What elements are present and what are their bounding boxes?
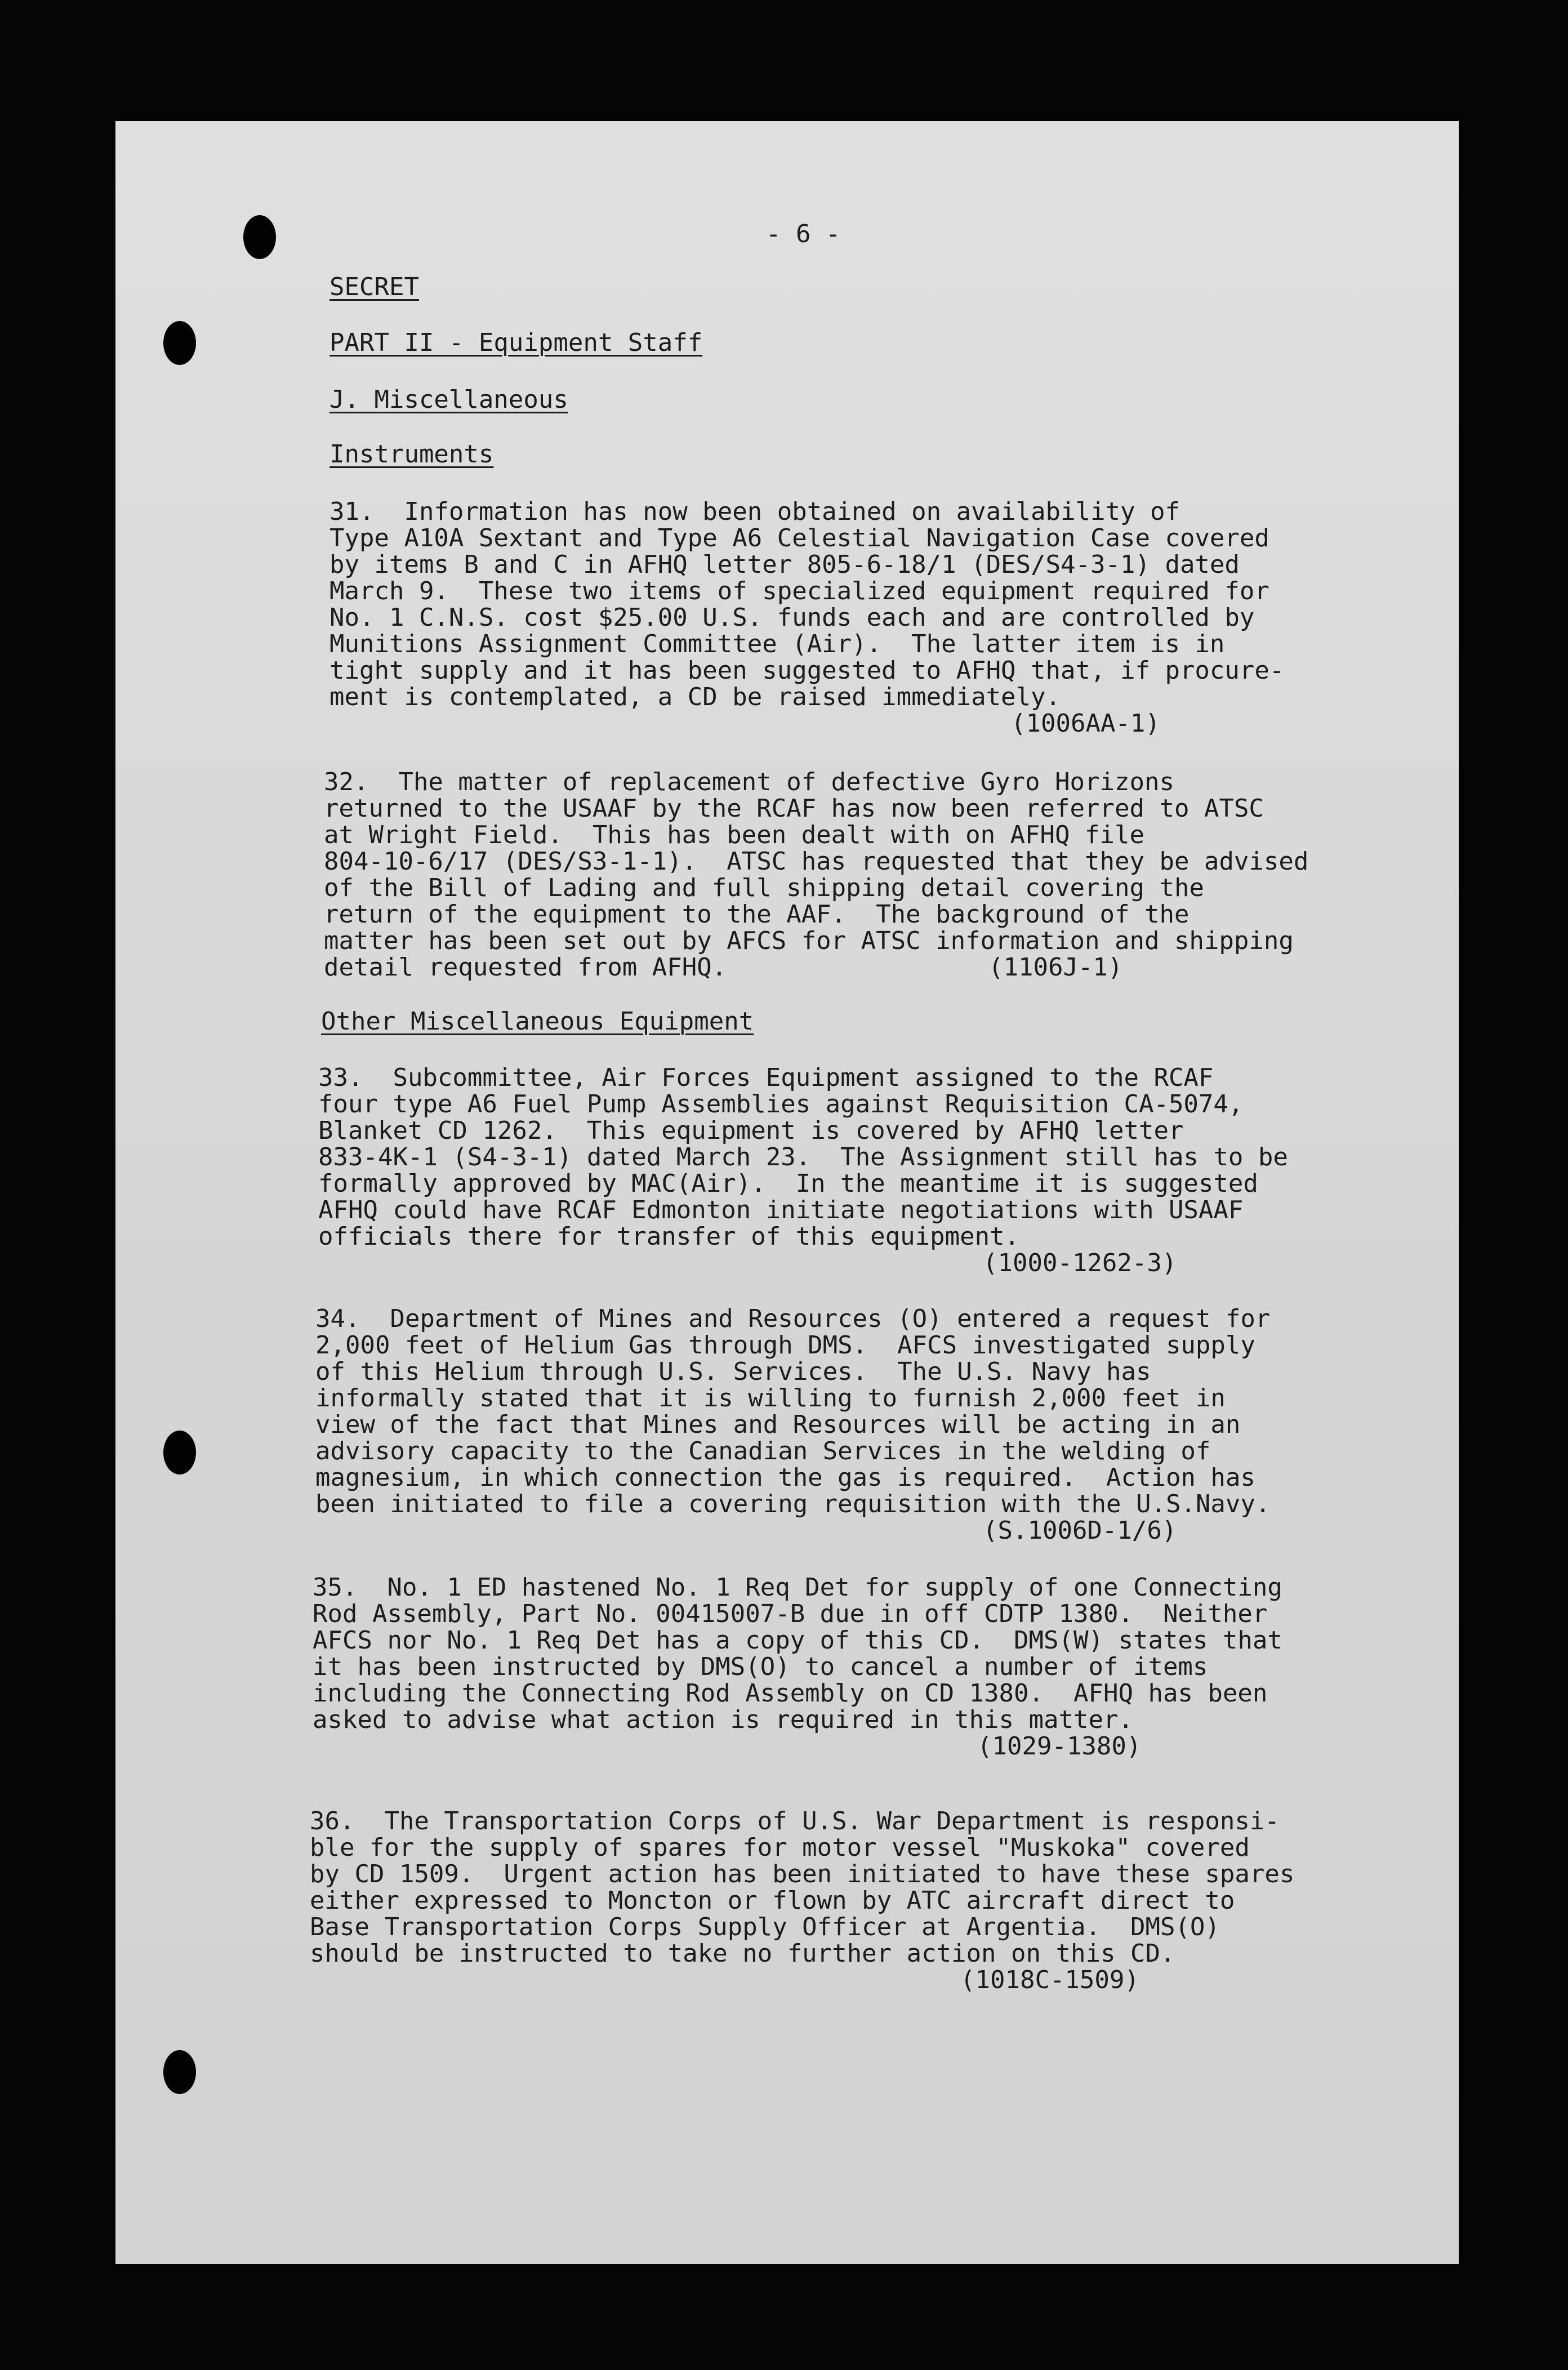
paragraph-line: of this Helium through U.S. Services. The U.S. Navy has	[315, 1357, 1151, 1386]
part-heading: PART II - Equipment Staff	[329, 328, 703, 357]
paragraph-line: officials there for transfer of this equipment.	[318, 1222, 1020, 1251]
binder-hole	[243, 215, 276, 259]
paragraph-line: Munitions Assignment Committee (Air). The latter item is in	[329, 630, 1225, 658]
paragraph-line: four type A6 Fuel Pump Assemblies against Requisition CA-5074,	[318, 1090, 1244, 1119]
paragraph-line: tight supply and it has been suggested to AFHQ that, if procure-	[329, 656, 1285, 685]
paragraph-line: AFCS nor No. 1 Req Det has a copy of this CD. DMS(W) states that	[313, 1626, 1282, 1655]
classification-label: SECRET	[329, 273, 419, 301]
paragraph-line: it has been instructed by DMS(O) to cancel a number of items	[313, 1652, 1208, 1681]
paragraph-line: returned to the USAAF by the RCAF has now been referred to ATSC	[324, 794, 1264, 823]
paragraph-line: 804-10-6/17 (DES/S3-1-1). ATSC has requested that they be advised	[324, 847, 1309, 876]
paragraph-line: Blanket CD 1262. This equipment is covered by AFHQ letter	[318, 1116, 1184, 1145]
file-reference: (1106J-1)	[988, 953, 1123, 982]
subsection-heading: Instruments	[329, 440, 494, 469]
paragraph-line: 33. Subcommittee, Air Forces Equipment assigned to the RCAF	[318, 1063, 1214, 1092]
paragraph-line: AFHQ could have RCAF Edmonton initiate negotiations with USAAF	[318, 1196, 1244, 1224]
paragraph-line: return of the equipment to the AAF. The background of the	[324, 900, 1190, 929]
paragraph-line: matter has been set out by AFCS for ATSC information and shipping	[324, 926, 1294, 955]
paragraph-line: at Wright Field. This has been dealt with on AFHQ file	[324, 821, 1144, 849]
file-reference: (S.1006D-1/6)	[983, 1516, 1177, 1545]
paragraph-line: 36. The Transportation Corps of U.S. War Department is responsi-	[310, 1807, 1280, 1836]
paragraph-line: of the Bill of Lading and full shipping detail covering the	[324, 874, 1204, 902]
paragraph-line: ble for the supply of spares for motor vessel "Muskoka" covered	[310, 1833, 1250, 1862]
paragraph-line: by CD 1509. Urgent action has been initiated to have these spares	[310, 1860, 1295, 1888]
paragraph-line: informally stated that it is willing to furnish 2,000 feet in	[315, 1384, 1226, 1413]
paragraph-line: No. 1 C.N.S. cost $25.00 U.S. funds each and are controlled by	[329, 603, 1255, 632]
binder-hole	[163, 1431, 196, 1474]
paragraph-line: 833-4K-1 (S4-3-1) dated March 23. The Assignment still has to be	[318, 1143, 1288, 1171]
paragraph-line: Rod Assembly, Part No. 00415007-B due in off CDTP 1380. Neither	[313, 1600, 1268, 1628]
paragraph-line: should be instructed to take no further action on this CD.	[310, 1939, 1175, 1968]
paragraph-line: by items B and C in AFHQ letter 805-6-18/1 (DES/S4-3-1) dated	[329, 550, 1240, 579]
paragraph-line: 35. No. 1 ED hastened No. 1 Req Det for supply of one Connecting	[313, 1573, 1282, 1602]
paragraph-line: magnesium, in which connection the gas is required. Action has	[315, 1463, 1255, 1492]
paragraph-line: advisory capacity to the Canadian Services in the welding of	[315, 1437, 1211, 1465]
paragraph-line: 2,000 feet of Helium Gas through DMS. AFCS investigated supply	[315, 1331, 1255, 1360]
page-number: - 6 -	[766, 220, 841, 248]
paragraph-line: ment is contemplated, a CD be raised immediately.	[329, 683, 1061, 711]
subsection-heading: Other Miscellaneous Equipment	[321, 1007, 754, 1036]
paragraph-line: Base Transportation Corps Supply Officer at Argentia. DMS(O)	[310, 1913, 1220, 1941]
binder-hole	[163, 2050, 196, 2094]
paragraph-line: asked to advise what action is required in this matter.	[313, 1705, 1133, 1734]
file-reference: (1029-1380)	[977, 1732, 1142, 1761]
section-heading: J. Miscellaneous	[329, 385, 568, 414]
binder-hole	[163, 321, 196, 365]
paragraph-line: view of the fact that Mines and Resources will be acting in an	[315, 1410, 1241, 1439]
file-reference: (1000-1262-3)	[983, 1249, 1177, 1277]
paragraph-line: either expressed to Moncton or flown by ATC aircraft direct to	[310, 1886, 1235, 1915]
file-reference: (1018C-1509)	[960, 1966, 1139, 1994]
paragraph-line: March 9. These two items of specialized equipment required for	[329, 577, 1269, 605]
paragraph-line: 32. The matter of replacement of defective Gyro Horizons	[324, 768, 1174, 796]
paragraph-line: 31. Information has now been obtained on availability of	[329, 497, 1180, 526]
paragraph-line: formally approved by MAC(Air). In the meantime it is suggested	[318, 1169, 1258, 1198]
paragraph-line: 34. Department of Mines and Resources (O) entered a request for	[315, 1304, 1271, 1333]
file-reference: (1006AA-1)	[1011, 709, 1160, 738]
paragraph-line: detail requested from AFHQ.	[324, 953, 727, 982]
paragraph-line: Type A10A Sextant and Type A6 Celestial Navigation Case covered	[329, 524, 1269, 553]
paragraph-line: been initiated to file a covering requisition with the U.S.Navy.	[315, 1490, 1271, 1518]
paragraph-line: including the Connecting Rod Assembly on CD 1380. AFHQ has been	[313, 1679, 1268, 1708]
